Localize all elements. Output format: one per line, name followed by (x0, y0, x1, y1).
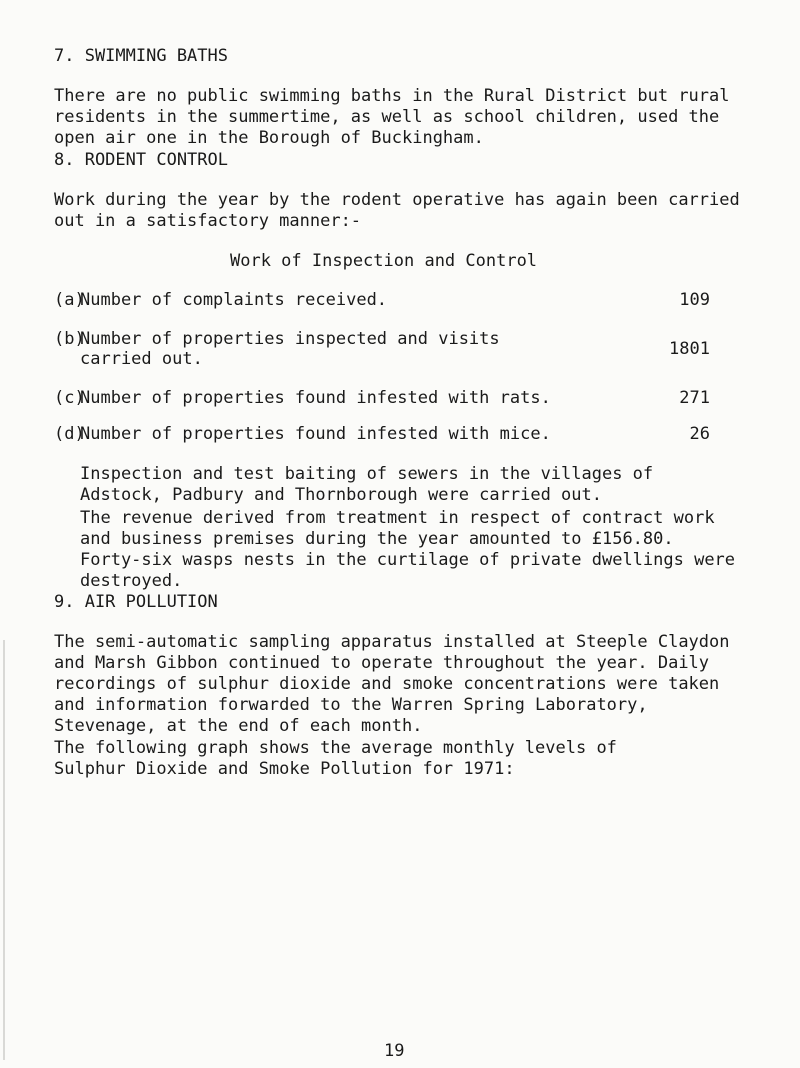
item-a-value: 109 (679, 290, 710, 310)
item-b-text-line2: carried out. (80, 349, 203, 369)
section-9-heading: 9. AIR POLLUTION (54, 592, 218, 612)
section-7-paragraph: There are no public swimming baths in the Rural District but rural residents in the summertime, as well as school children, used the open air one in the Borough of Buckingham. (54, 86, 730, 148)
page-number: 19 (384, 1041, 405, 1061)
item-b-text: Number of properties inspected and visits (80, 329, 500, 349)
item-c-text: Number of properties found infested with rats. (80, 388, 551, 408)
section-8-paragraph-3: The revenue derived from treatment in respect of contract work and business premises during the year amounted to £156.80. Forty-six wasps nests in the curtilage of private dwellings were destroyed. (80, 508, 736, 591)
section-7-heading: 7. SWIMMING BATHS (54, 46, 228, 66)
item-d-label: (d) (54, 424, 85, 444)
item-c-value: 271 (679, 388, 710, 408)
item-d-value: 26 (689, 424, 710, 444)
item-d-text: Number of properties found infested with mice. (80, 424, 551, 444)
section-9-paragraph-2: The following graph shows the average monthly levels of Sulphur Dioxide and Smoke Pollution for 1971: (54, 738, 617, 779)
item-a-text: Number of complaints received. (80, 290, 388, 310)
item-b-value: 1801 (669, 339, 710, 359)
section-8-intro: Work during the year by the rodent operative has again been carried out in a satisfactory manner:- (54, 190, 740, 231)
section-8-subheading: Work of Inspection and Control (230, 251, 538, 271)
section-8-paragraph-2: Inspection and test baiting of sewers in the villages of Adstock, Padbury and Thornborough were carried out. (80, 464, 654, 505)
section-9-paragraph: The semi-automatic sampling apparatus installed at Steeple Claydon and Marsh Gibbon continued to operate throughout the year. Daily recordings of sulphur dioxide and smoke concentrations were taken and information forwarded to the Warren Spring Laboratory, Stevenage, at the end of each month. (54, 632, 730, 736)
item-a-label: (a) (54, 290, 85, 310)
item-b-label: (b) (54, 329, 85, 349)
item-c-label: (c) (54, 388, 85, 408)
section-8-heading: 8. RODENT CONTROL (54, 150, 228, 170)
scan-edge-rule (3, 640, 5, 1060)
